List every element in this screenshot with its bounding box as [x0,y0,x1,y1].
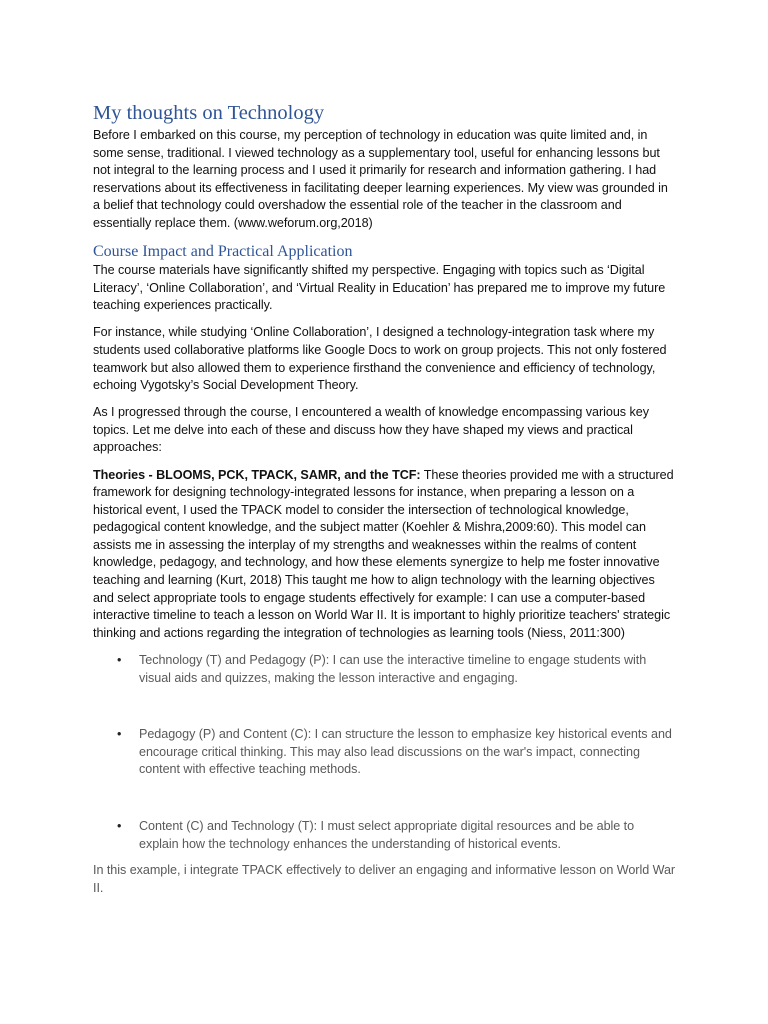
section-heading: Course Impact and Practical Application [93,243,353,261]
online-collaboration-paragraph: For instance, while studying ‘Online Collaboration’, I designed a technology-integration task where my students used collaborative platforms like Google Docs to work on group projects. This not only fostered teamwork but also allowed them to experience firsthand the convenience and efficiency of technology, echoing Vygotsky’s Social Development Theory. [93,325,667,393]
list-item [93,726,676,779]
theories-paragraph [93,467,676,643]
list-item-text: Pedagogy (P) and Content (C): I can structure the lesson to emphasize key historical events and encourage critical thinking. This may also lead discussions on the war's impact, connecting content with effective teaching methods. [139,727,672,777]
page-title: My thoughts on Technology [93,102,325,124]
progress-paragraph: As I progressed through the course, I encountered a wealth of knowledge encompassing various key topics. Let me delve into each of these and discuss how they have shaped my views and practical approaches: [93,405,649,455]
list-item-text: Content (C) and Technology (T): I must select appropriate digital resources and be able to explain how the technology enhances the understanding of historical events. [139,818,635,851]
list-item [93,818,676,853]
bullet-icon: • [117,818,122,833]
tpack-bullet-list [93,652,676,853]
course-materials-paragraph: The course materials have significantly shifted my perspective. Engaging with topics such as ‘Digital Literacy’, ‘Online Collaboration’, and ‘Virtual Reality in Education’ has prepared me to improve my future teaching experiences practically. [93,263,666,313]
bullet-icon: • [117,652,122,667]
list-item [93,652,676,687]
list-item-text: Technology (T) and Pedagogy (P): I can use the interactive timeline to engage students with visual aids and quizzes, making the lesson interactive and engaging. [139,652,647,685]
intro-paragraph: Before I embarked on this course, my perception of technology in education was quite limited and, in some sense, traditional. I viewed technology as a supplementary tool, useful for enhancing lessons but not integral to the learning process and I used it primarily for research and information gathering. I had reservations about its effectiveness in facilitating deeper learning experiences. My view was grounded in a belief that technology could overshadow the essential role of the teacher in the classroom and essentially replace them. (www.weforum.org,2018) [93,128,668,230]
theories-label: Theories - BLOOMS, PCK, TPACK, SAMR, and the TCF: [93,467,421,482]
theories-text: These theories provided me with a structured framework for designing technology-integrated lessons for instance, when preparing a lesson on a historical event, I used the TPACK model to consider the intersection of technological knowledge, pedagogical content knowledge, and the subject matter (Koehler & Mishra,2009:60). This model can assists me in assessing the interplay of my strengths and weaknesses within the realms of content knowledge, pedagogy, and technology, and how these elements synergize to help me foster innovative teaching and learning (Kurt, 2018) This taught me how to align technology with the learning objectives and select appropriate tools to engage students effectively for example: I can use a computer-based interactive timeline to teach a lesson on World War II. It is important to highly prioritize teachers' strategic thinking and actions regarding the integration of technologies as learning tools (Niess, 2011:300) [93,467,674,640]
bullet-icon: • [117,727,122,742]
conclusion-paragraph: In this example, i integrate TPACK effectively to deliver an engaging and informative lesson on World War II. [93,863,676,895]
